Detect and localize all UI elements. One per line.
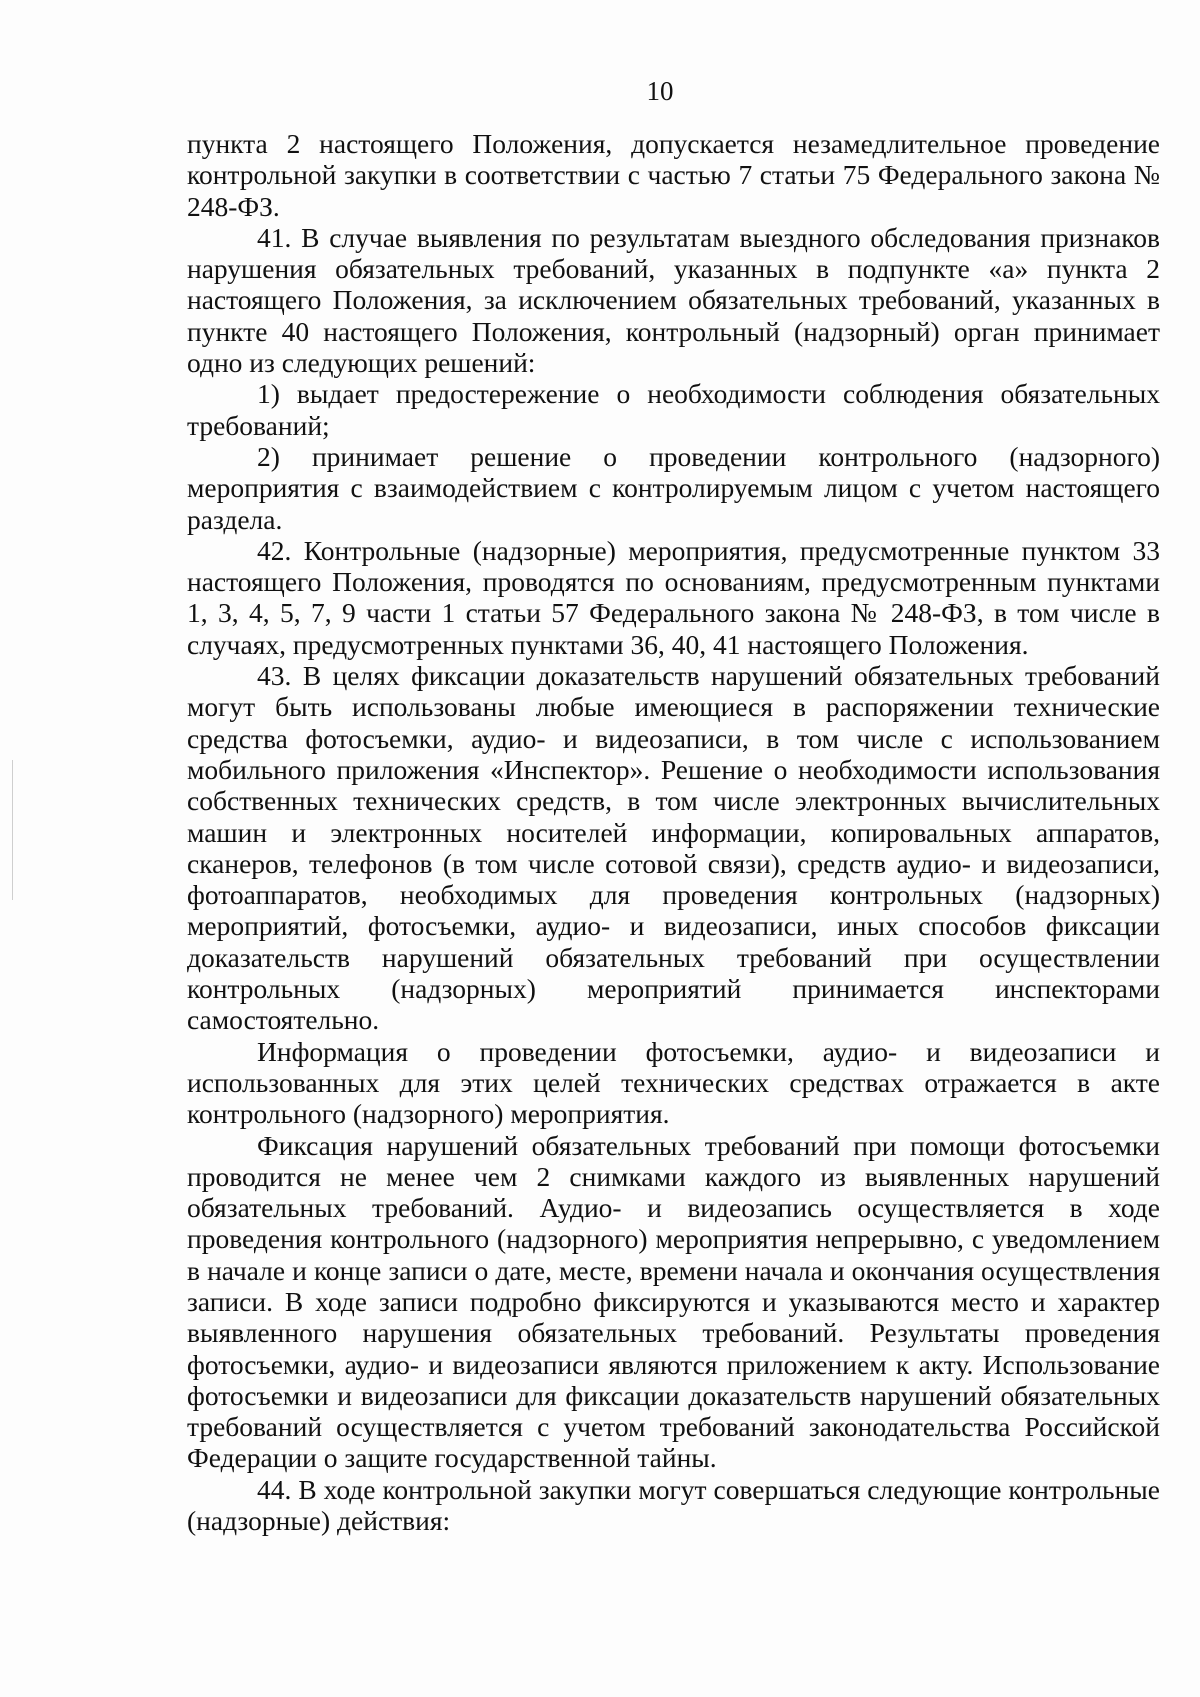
- page-number: 10: [646, 76, 674, 106]
- document-body: [187, 128, 1160, 1536]
- scan-artifact-line: [12, 760, 13, 900]
- paragraph-42: 42. Контрольные (надзорные) мероприятия, предусмотренные пунктом 33 настоящего Положения, проводятся по основаниям, предусмотренным пунктами 1, 3, 4, 5, 7, 9 части 1 статьи 57 Федерального закона № 248-ФЗ, в том числе в случаях, предусмотренных пунктами 36, 40, 41 настоящего Положения.: [187, 534, 1160, 660]
- paragraph-41-item-1: 1) выдает предостережение о необходимости соблюдения обязательных требований;: [187, 378, 1160, 441]
- paragraph-43: 43. В целях фиксации доказательств нарушений обязательных требований могут быть использованы любые имеющиеся в распоряжении технические средства фотосъемки, аудио- и видеозаписи, в том числе с использованием мобильного приложения «Инспектор». Решение о необходимости использования собственных технических средств, в том числе электронных вычислительных машин и электронных носителей информации, копировальных аппаратов, сканеров, телефонов (в том числе сотовой связи), средств аудио- и видеозаписи, фотоаппаратов, необходимых для проведения контрольных (надзорных) мероприятий, фотосъемки, аудио- и видеозаписи, иных способов фиксации доказательств нарушений обязательных требований при осуществлении контрольных (надзорных) мероприятий принимается инспекторами самостоятельно.: [187, 660, 1160, 1036]
- paragraph-continuation: пункта 2 настоящего Положения, допускается незамедлительное проведение контрольной закупки в соответствии с частью 7 статьи 75 Федерального закона № 248-ФЗ.: [187, 128, 1160, 222]
- paragraph-41: 41. В случае выявления по результатам выездного обследования признаков нарушения обязательных требований, указанных в подпункте «а» пункта 2 настоящего Положения, за исключением обязательных требований, указанных в пункте 40 настоящего Положения, контрольный (надзорный) орган принимает одно из следующих решений:: [187, 221, 1160, 379]
- paragraph-43-info: Информация о проведении фотосъемки, аудио- и видеозаписи и использованных для этих целей технических средствах отражается в акте контрольного (надзорного) мероприятия.: [187, 1035, 1160, 1130]
- paragraph-44: 44. В ходе контрольной закупки могут совершаться следующие контрольные (надзорные) действия:: [187, 1473, 1160, 1537]
- paragraph-41-item-2: 2) принимает решение о проведении контрольного (надзорного) мероприятия с взаимодействием с контролируемым лицом с учетом настоящего раздела.: [187, 440, 1160, 535]
- paragraph-43-fixation: Фиксация нарушений обязательных требований при помощи фотосъемки проводится не менее чем 2 снимками каждого из выявленных нарушений обязательных требований. Аудио- и видеозапись осуществляется в ходе проведения контрольного (надзорного) мероприятия непрерывно, с уведомлением в начале и конце записи о дате, месте, времени начала и окончания осуществления записи. В ходе записи подробно фиксируются и указываются место и характер выявленного нарушения обязательных требований. Результаты проведения фотосъемки, аудио- и видеозаписи являются приложением к акту. Использование фотосъемки и видеозаписи для фиксации доказательств нарушений обязательных требований осуществляется с учетом требований законодательства Российской Федерации о защите государственной тайны.: [187, 1129, 1160, 1474]
